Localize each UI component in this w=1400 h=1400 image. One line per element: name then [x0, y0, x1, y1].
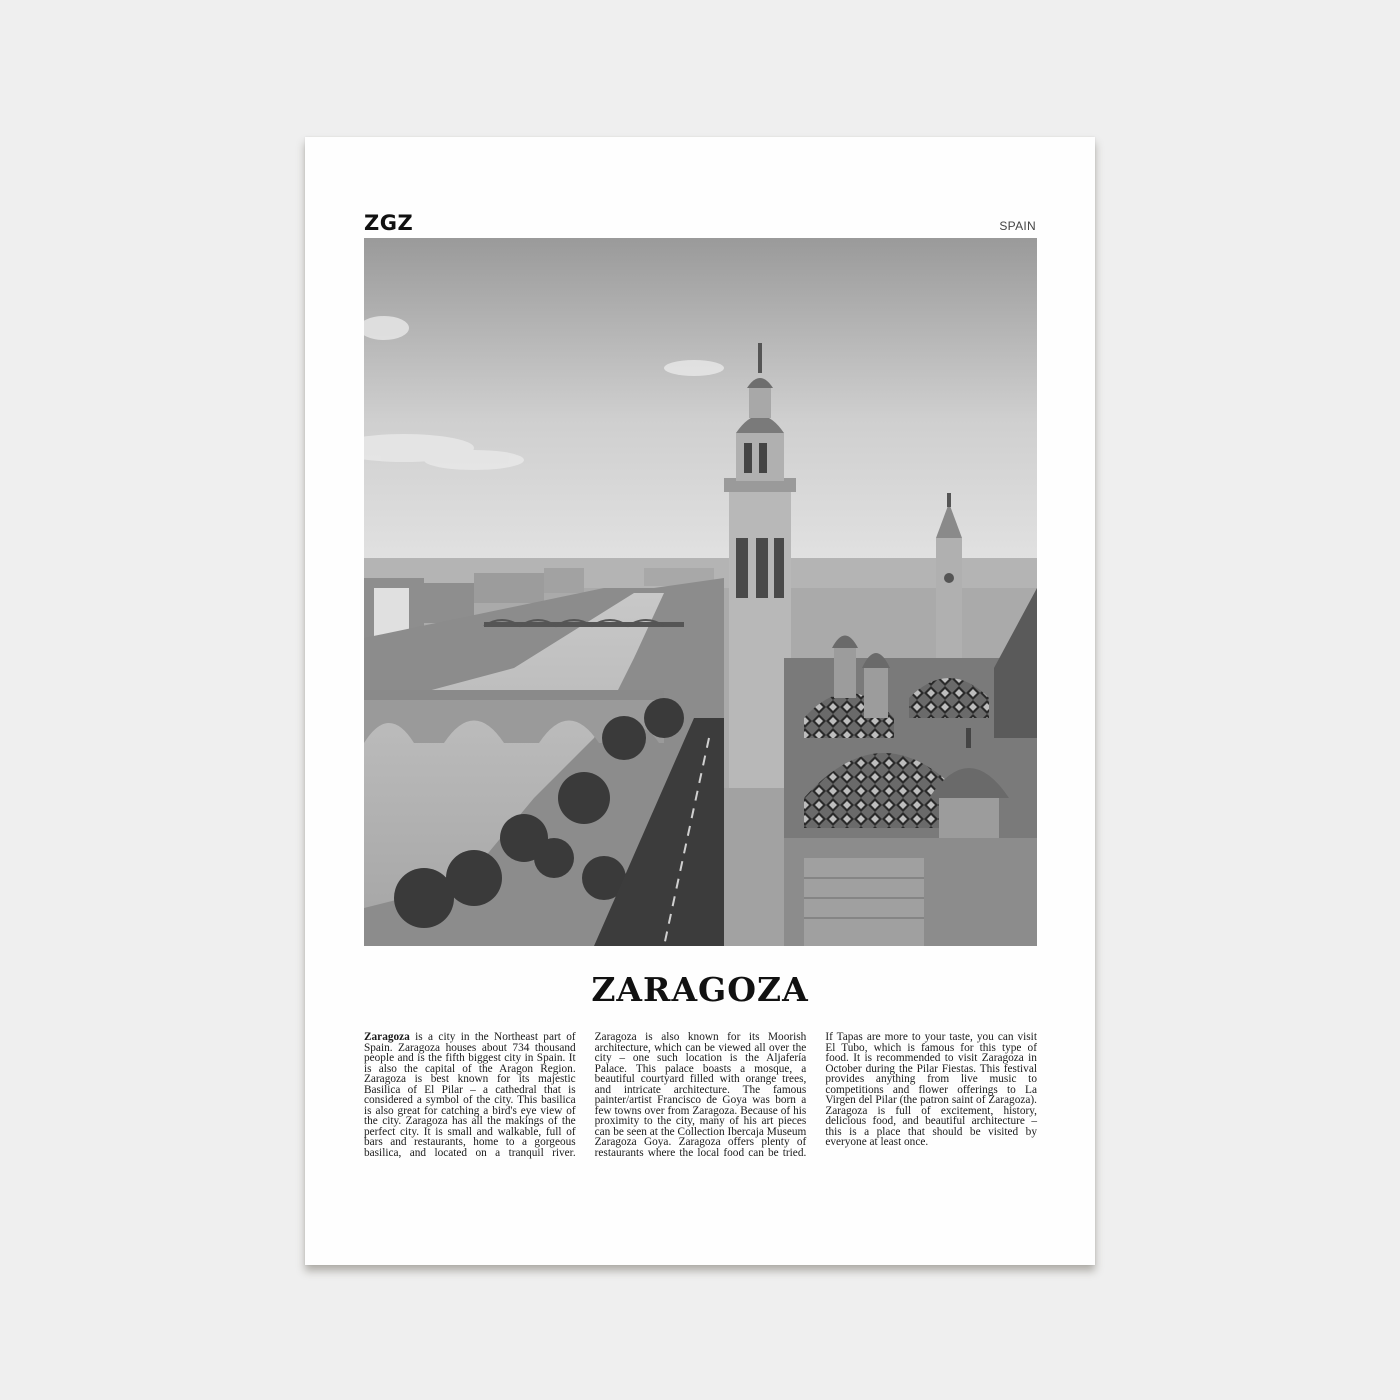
poster-print — [305, 137, 1095, 1265]
description-body: is a city in the Northeast part of Spain. Zaragoza houses about 734 thousand people and is the fifth biggest city in Spain. It is also the capital of the Aragon Region. Zaragoza is best known for its majestic Basilica of El Pilar – a cathedral that is considered a symbol of the city. This basilica is also great for catching a bird's eye view of the city. Zaragoza has all the makings of the perfect city. It is small and walkable, full of bars and restaurants, home to a gorgeous basilica, and located on a tranquil river. Zaragoza is also known for its Moorish architecture, which can be viewed all over the city – one such location is the Aljafería Palace. This palace boasts a mosque, a beautiful courtyard filled with orange trees, and intricate architecture. The famous painter/artist Francisco de Goya was born a few towns over from Zaragoza. Because of his proximity to the city, many of his art pieces can be seen at the Collection Ibercaja Museum Zaragoza Goya. Zaragoza offers plenty of restaurants where the local food can be tried. If Tapas are more to your taste, you can visit El Tubo, which is famous for this type of food. It is recommended to visit Zaragoza in October during the Pilar Fiestas. This festival provides anything from live music to competitions and flower offerings to La Virgen del Pilar (the patron saint of Zaragoza). Zaragoza is full of excitement, history, delicious food, and beautiful architecture – this is a place that should be visited by everyone at least once. — [364, 1031, 1037, 1160]
description-lead: Zaragoza — [364, 1031, 410, 1043]
city-photo-illustration — [364, 238, 1037, 946]
poster-title: ZARAGOZA — [591, 970, 809, 1009]
description-text — [364, 1032, 1037, 1192]
country-label: SPAIN — [999, 219, 1036, 233]
city-code: ZGZ — [364, 211, 414, 235]
city-photo — [364, 238, 1037, 946]
